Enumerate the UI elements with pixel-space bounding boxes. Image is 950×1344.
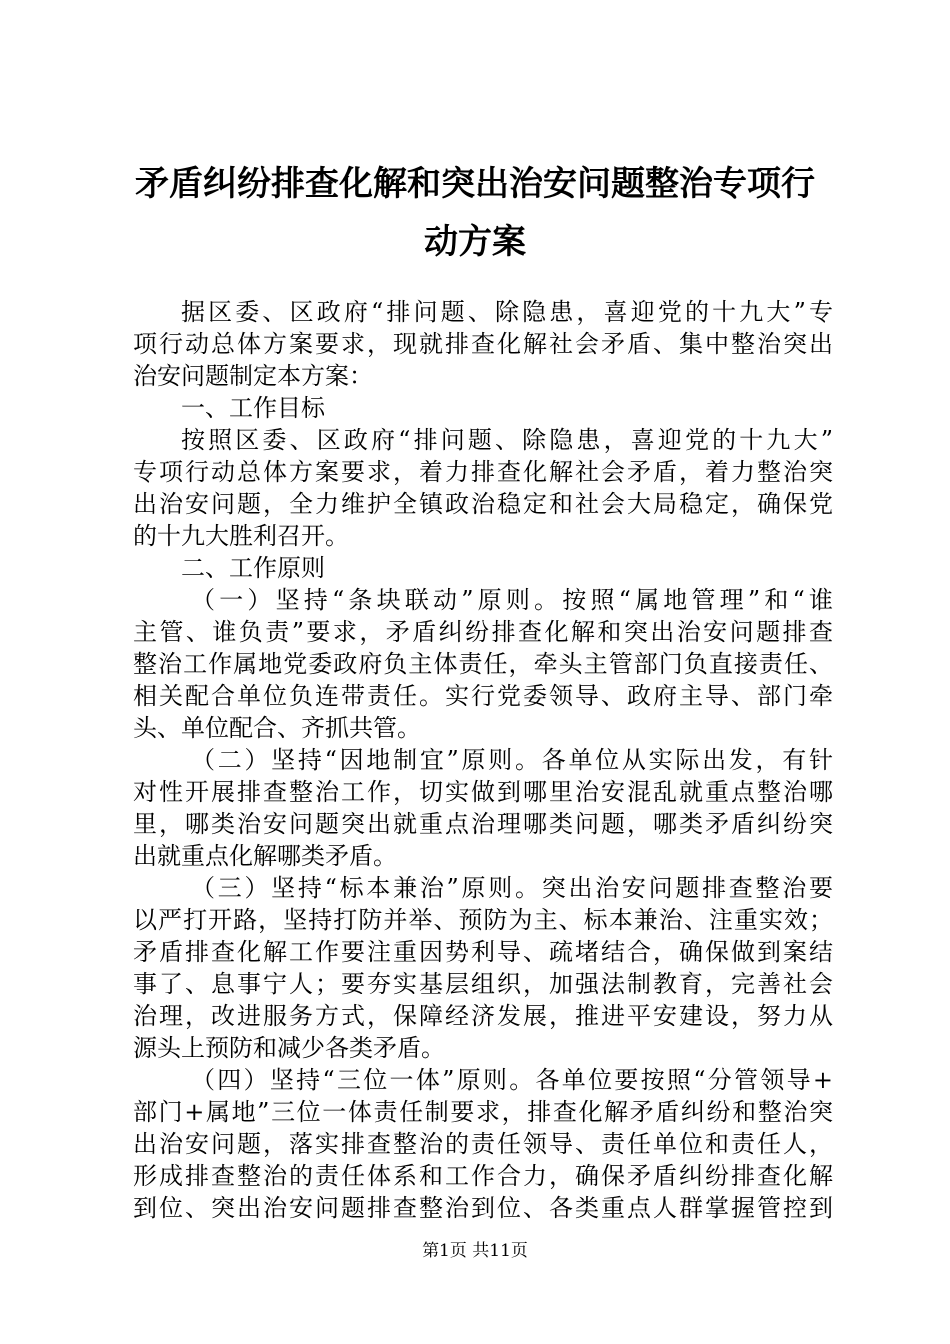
section-heading: 一、工作目标 — [181, 394, 325, 422]
body-line: 按照区委、区政府“排问题、除隐患，喜迎党的十九大” — [181, 426, 833, 454]
document-title-line-2: 动方案 — [424, 222, 526, 262]
body-line: 事了、息事宁人；要夯实基层组织，加强法制教育，完善社会 — [133, 970, 833, 998]
body-line: 治安问题制定本方案： — [133, 362, 373, 390]
body-line: 源头上预防和减少各类矛盾。 — [133, 1034, 445, 1062]
body-line: （三）坚持“标本兼治”原则。突出治安问题排查整治要 — [191, 874, 833, 902]
body-line: 到位、突出治安问题排查整治到位、各类重点人群掌握管控到 — [133, 1194, 833, 1222]
body-line: （一）坚持“条块联动”原则。按照“属地管理”和“谁 — [191, 586, 833, 614]
body-line: 治理，改进服务方式，保障经济发展，推进平安建设，努力从 — [133, 1002, 833, 1030]
body-line: 专项行动总体方案要求，着力排查化解社会矛盾，着力整治突 — [133, 458, 833, 486]
body-line: 矛盾排查化解工作要注重因势利导、疏堵结合，确保做到案结 — [133, 938, 833, 966]
section-heading: 二、工作原则 — [181, 554, 325, 582]
body-line: （二）坚持“因地制宜”原则。各单位从实际出发，有针 — [191, 746, 833, 774]
body-line: 的十九大胜利召开。 — [133, 522, 349, 550]
document-title-line-1: 矛盾纠纷排查化解和突出治安问题整治专项行 — [135, 164, 815, 204]
body-line: （四）坚持“三位一体”原则。各单位要按照“分管领导+ — [191, 1066, 833, 1094]
body-line: 里，哪类治安问题突出就重点治理哪类问题，哪类矛盾纠纷突 — [133, 810, 833, 838]
body-line: 主管、谁负责”要求，矛盾纠纷排查化解和突出治安问题排查 — [133, 618, 833, 646]
body-line: 出治安问题，全力维护全镇政治稳定和社会大局稳定，确保党 — [133, 490, 833, 518]
page-number-footer: 第1页 共11页 — [422, 1241, 528, 1261]
body-line: 出就重点化解哪类矛盾。 — [133, 842, 397, 870]
body-line: 出治安问题，落实排查整治的责任领导、责任单位和责任人， — [133, 1130, 833, 1158]
body-line: 以严打开路，坚持打防并举、预防为主、标本兼治、注重实效； — [133, 906, 833, 934]
body-line: 头、单位配合、齐抓共管。 — [133, 714, 421, 742]
body-line: 形成排查整治的责任体系和工作合力，确保矛盾纠纷排查化解 — [133, 1162, 833, 1190]
body-line: 项行动总体方案要求，现就排查化解社会矛盾、集中整治突出 — [133, 330, 833, 358]
body-line: 相关配合单位负连带责任。实行党委领导、政府主导、部门牵 — [133, 682, 833, 710]
body-line: 整治工作属地党委政府负主体责任，牵头主管部门负直接责任、 — [133, 650, 833, 678]
body-line: 对性开展排查整治工作，切实做到哪里治安混乱就重点整治哪 — [133, 778, 833, 806]
body-line: 据区委、区政府“排问题、除隐患，喜迎党的十九大”专 — [181, 298, 833, 326]
body-line: 部门+属地”三位一体责任制要求，排查化解矛盾纠纷和整治突 — [133, 1098, 833, 1126]
